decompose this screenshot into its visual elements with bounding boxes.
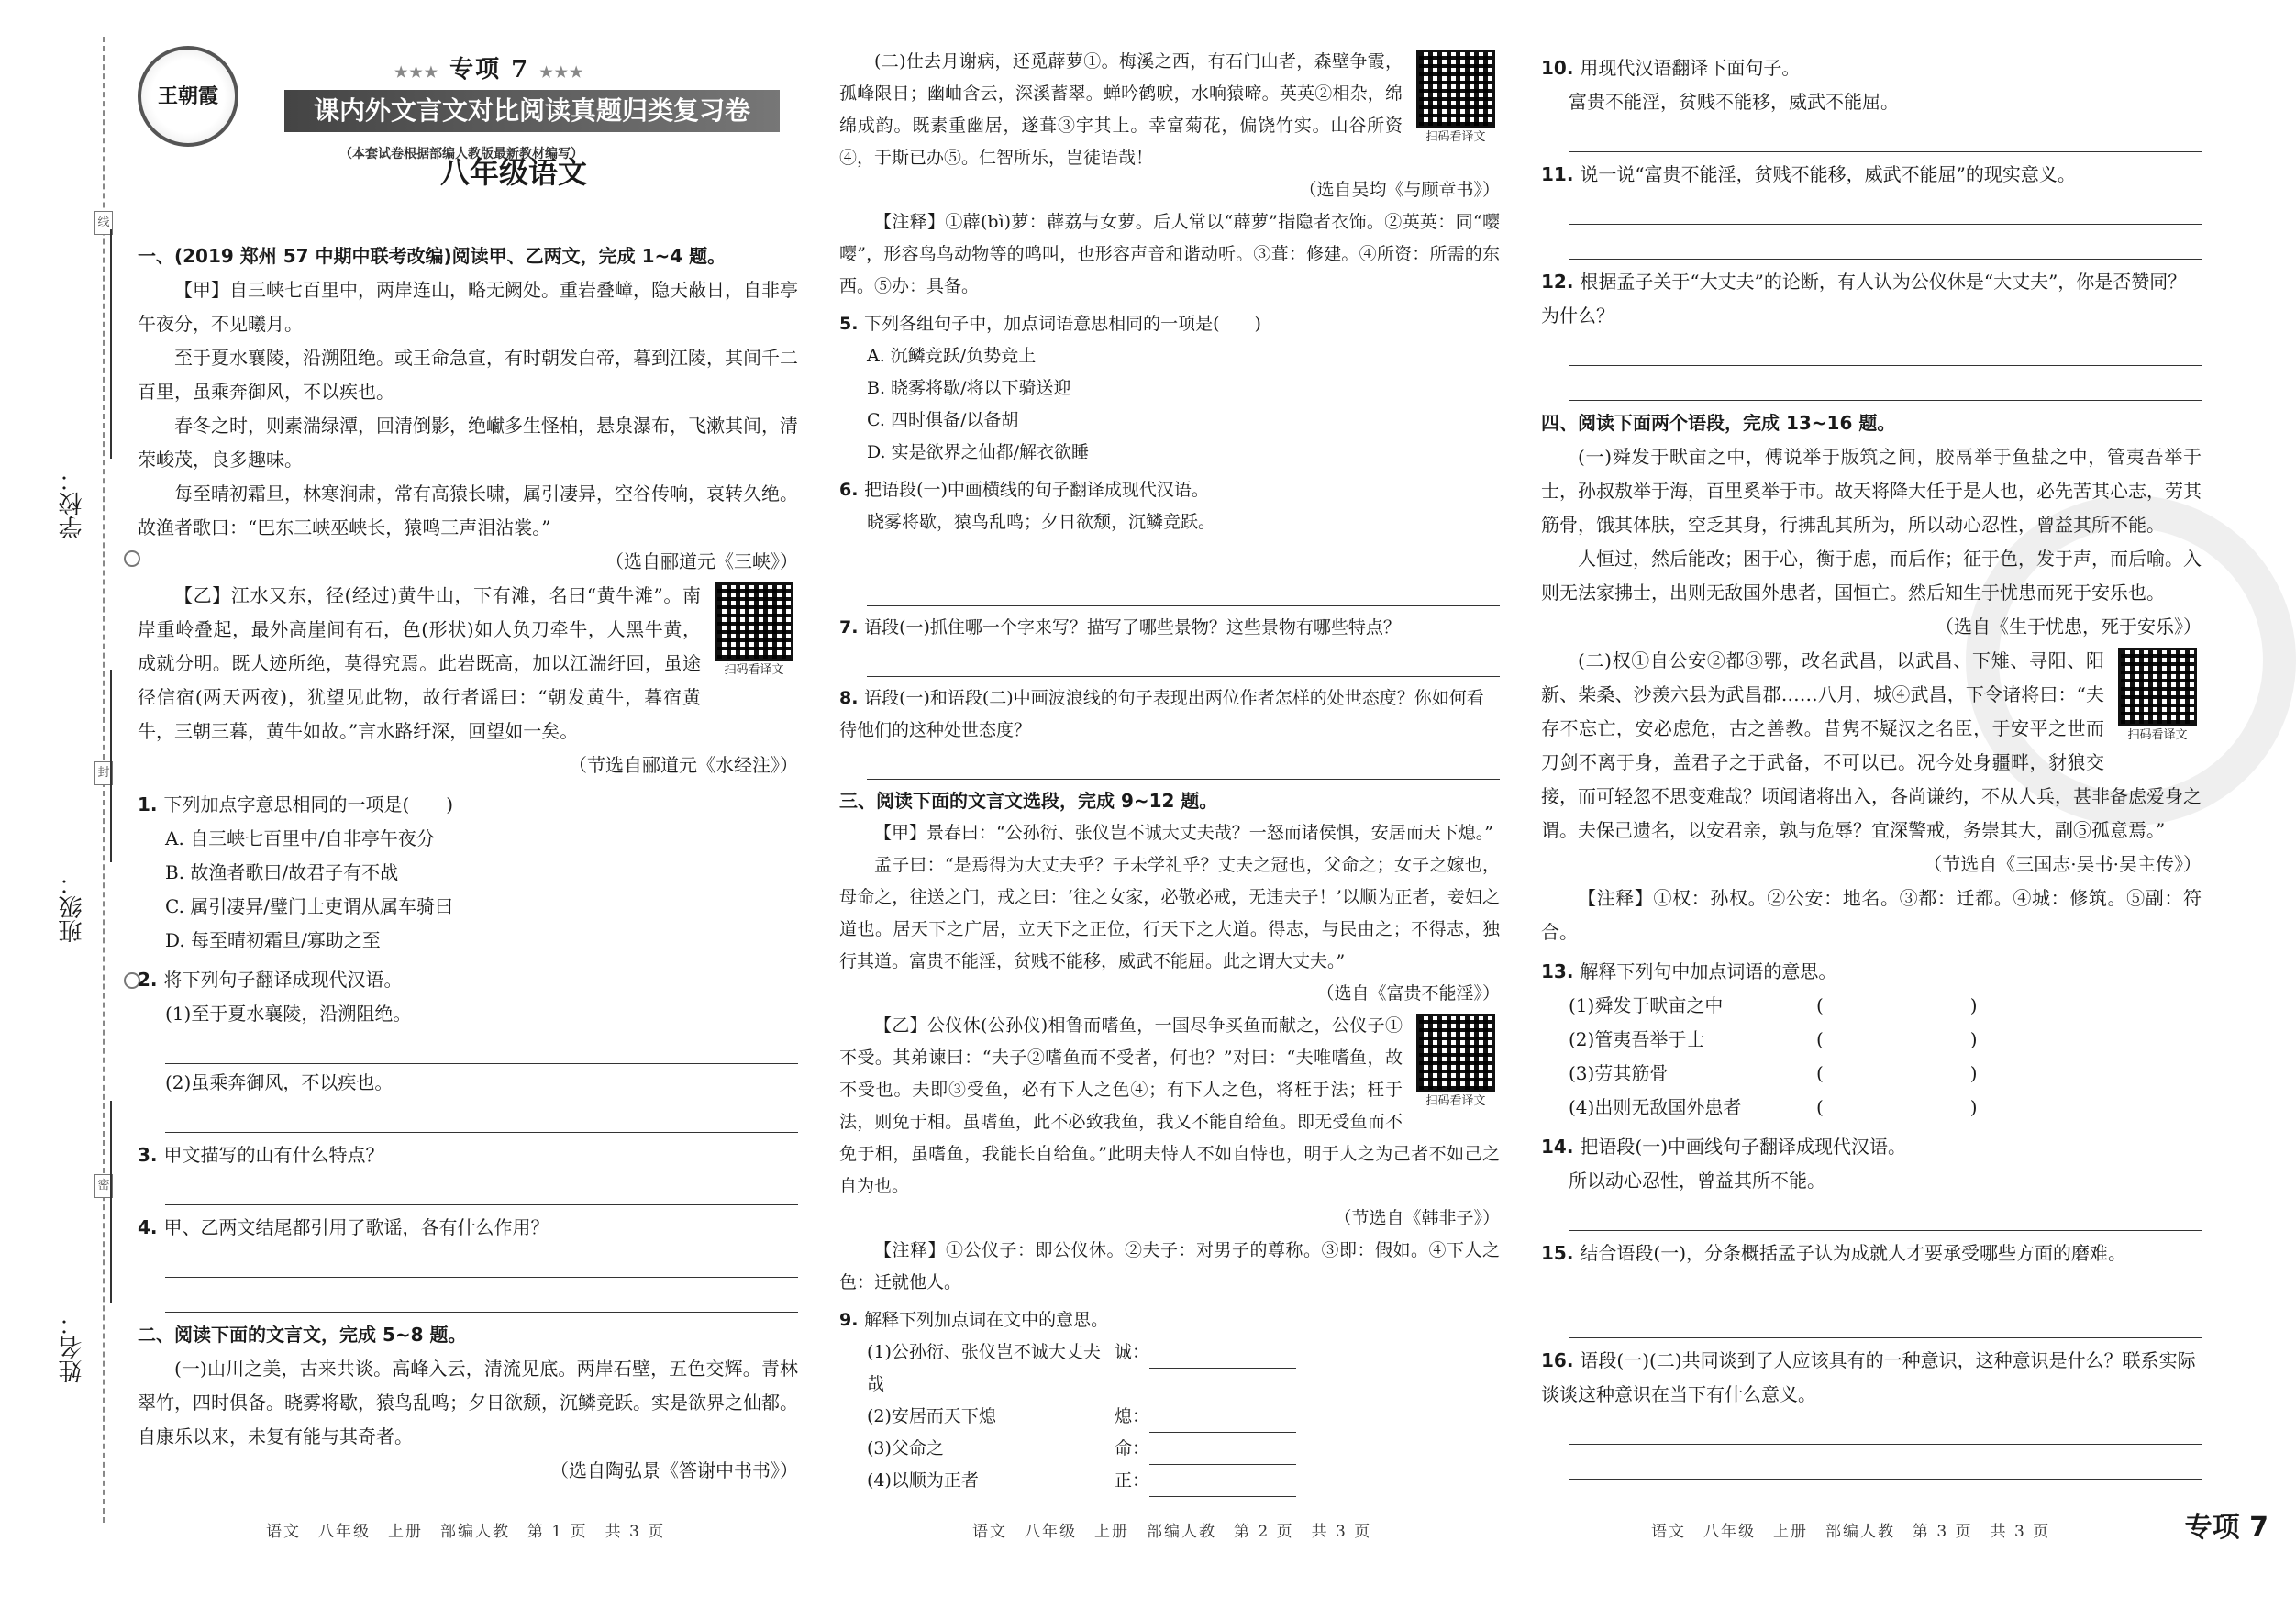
qr-code[interactable] [1412, 50, 1500, 145]
question-9 [839, 1304, 1500, 1336]
answer-paren[interactable]: ( ) [1816, 1062, 1978, 1084]
passage-jia-p3: 春冬之时，则素湍绿潭，回清倒影，绝𪩘多生怪柏，悬泉瀑布，飞漱其间，清荣峻茂，良多趣味。 [138, 415, 798, 471]
q2-sub-1: (1)至于夏水襄陵，沿溯阻绝。 [165, 1003, 412, 1025]
notes-passage-4: 【注释】①权：孙权。②公安：地名。③都：迁都。④城：修筑。⑤副：符合。 [1541, 887, 2202, 943]
passage-3-yi: 【乙】公仪休(公孙仪)相鲁而嗜鱼，一国尽争买鱼而献之，公仪子①不受。其弟谏曰：“夫子②嗜鱼而不受者，何也？”对曰：“夫唯嗜鱼，故不受也。夫即③受鱼，必有下人之色④；有下人之色，将枉于法；枉于法，则免于相。虽嗜鱼，此不必致我鱼，我又不能自给鱼。即无受鱼而不免于相，虽嗜鱼，我能长自给鱼。”此明夫恃人不如自恃也，明于人之为己者不如己之自为也。 [839, 1015, 1500, 1196]
answer-line[interactable] [867, 573, 1500, 606]
passage-4-part-1: (一)舜发于畎亩之中，傅说举于版筑之间，胶鬲举于鱼盐之中，管夷吾举于士，孙叔敖举于海，百里奚举于市。故天将降大任于是人也，必先苦其心志，劳其筋骨，饿其体肤，空乏其身，行拂乱其所为，所以动心忍性，曾益其所不能。 [1541, 446, 2202, 536]
answer-line[interactable] [1569, 1412, 2202, 1445]
q10-sentence: 富贵不能淫，贫贱不能移，威武不能屈。 [1569, 91, 1899, 113]
answer-blank[interactable] [1149, 1441, 1296, 1465]
question-text: 把语段(一)中画线句子翻译成现代汉语。 [1580, 1136, 1907, 1158]
q6-sentence: 晓雾将歇，猿鸟乱鸣；夕日欲颓，沉鳞竞跃。 [867, 512, 1216, 532]
q9-answer [1115, 1336, 1298, 1401]
passage-jia-source: （选自郦道元《三峡》） [605, 550, 798, 572]
school-line[interactable] [110, 229, 112, 459]
q5-option-a[interactable]: A. 沉鳞竞跃/负势竞上 [867, 346, 1037, 366]
answer-line[interactable] [1569, 1198, 2202, 1231]
q13-phrase: (4)出则无敌国外患者 [1569, 1096, 1742, 1118]
q9-row [839, 1433, 1500, 1465]
passage-4-part-2: (二)权①自公安②都③鄂，改名武昌，以武昌、下雉、寻阳、阳新、柴桑、沙羡六县为武昌郡……八月，城④武昌，下令诸将曰：“夫存不忘亡，安必虑危，古之善教。昔隽不疑汉之名臣，于安平之世而刀剑不离于身，盖君子之于武备，不可以已。况今处身疆畔，豺狼交接，而可轻忽不思变难哉？顷闻诸将出入，各尚谦约，不从人兵，甚非备虑爱身之谓。夫保己遗名，以安君亲，孰与危辱？宜深警戒，务崇其大，副⑤孤意焉。” [1541, 649, 2202, 841]
q9-term: 正： [1115, 1470, 1150, 1491]
qr-label: 扫码看译文 [724, 663, 784, 677]
answer-line[interactable] [1569, 1305, 2202, 1338]
footer-page-1: 语文 八年级 上册 部编人教 第 1 页 共 3 页 [266, 1523, 666, 1541]
passage-jia-p2: 至于夏水襄陵，沿溯阻绝。或王命急宣，有时朝发白帝，暮到江陵，其间千二百里，虽乘奔御风，不以疾也。 [138, 347, 798, 403]
binding-mark-feng: 封 [94, 761, 113, 785]
answer-line[interactable] [1569, 333, 2202, 366]
passage-3-yi-source: （节选自《韩非子》） [1334, 1208, 1500, 1228]
q9-answer [1115, 1433, 1298, 1465]
answer-line[interactable] [165, 1245, 798, 1278]
question-3: 3. 甲文描写的山有什么特点？ [138, 1144, 384, 1166]
qr-label: 扫码看译文 [1425, 130, 1486, 144]
question-number: 9. [839, 1310, 865, 1330]
question-8: 8. 语段(一)和语段(二)中画波浪线的句子表现出两位作者怎样的处世态度？你如何看待他们的这种处世态度？ [839, 688, 1484, 740]
passage-3-jia-2: 孟子曰：“是焉得为大丈夫乎？子未学礼乎？丈夫之冠也，父命之；女子之嫁也，母命之，往送之门，戒之曰：‘往之女家，必敬必戒，无违夫子！’以顺为正者，妾妇之道也。居天下之广居，立天下之正位，行天下之大道。得志，与民由之；不得志，独行其道。富贵不能淫，贫贱不能移，威武不能屈。此之谓大丈夫。” [839, 855, 1500, 971]
class-label: 班级： [59, 871, 86, 943]
answer-line[interactable] [1569, 368, 2202, 401]
notes-passage-2: 【注释】①薜(bì)萝：薜荔与女萝。后人常以“薜萝”指隐者衣饰。②英英：同“嘤嘤”，形容鸟鸟动物等的鸣叫，也形容声音和谐动听。③葺：修建。④所资：所需的东西。⑤办：具备。 [839, 212, 1500, 296]
question-number: 13. [1541, 960, 1581, 982]
answer-line[interactable] [165, 1172, 798, 1205]
passage-3-jia: 【甲】景春曰：“公孙衍、张仪岂不诚大丈夫哉？一怒而诸侯惧，安居而天下熄。” [874, 823, 1493, 843]
qr-code[interactable] [1412, 1014, 1500, 1109]
passage-yi: 【乙】江水又东，径(经过)黄牛山，下有滩，名曰“黄牛滩”。南岸重岭叠起，最外高崖间有石，色(形状)如人负刀牵牛，人黑牛黄，成就分明。既人迹所绝，莫得究焉。此岩既高，加以江湍纡回，虽途径信宿(两天两夜)，犹望见此物，故行者谣曰：“朝发黄牛，暮宿黄牛，三朝三暮，黄牛如故。”言水路纡深，回望如一矣。 [138, 584, 701, 742]
brand-logo: 王朝霞 [138, 46, 238, 147]
q9-row [839, 1336, 1500, 1401]
column-page-3 [1541, 46, 2202, 1481]
section-2-heading: 二、阅读下面的文言文，完成 5~8 题。 [138, 1324, 467, 1346]
question-1: 1. 下列加点字意思相同的一项是( ) [138, 793, 454, 815]
answer-paren[interactable]: ( ) [1816, 1028, 1978, 1050]
q9-row [839, 1401, 1500, 1433]
passage-3-jia-source: （选自《富贵不能淫》） [1316, 983, 1500, 1004]
passage-4-part-1b: 人恒过，然后能改；困于心，衡于虑，而后作；征于色，发于声，而后喻。入则无法家拂士，出则无敌国外患者，国恒亡。然后知生于忧患而死于安乐也。 [1541, 548, 2202, 604]
question-6: 6. 把语段(一)中画横线的句子翻译成现代汉语。 [839, 480, 1209, 500]
qr-code-icon [2118, 648, 2197, 726]
q13-phrase: (2)管夷吾举于士 [1569, 1028, 1705, 1050]
notes-passage-3: 【注释】①公仪子：即公仪休。②夫子：对男子的尊称。③即：假如。④下人之色：迁就他人。 [839, 1240, 1500, 1292]
section-4-heading: 四、阅读下面两个语段，完成 13~16 题。 [1541, 412, 1896, 434]
header [138, 46, 798, 234]
answer-line[interactable] [165, 1031, 798, 1064]
question-15 [1541, 1237, 2202, 1270]
qr-code-icon [715, 582, 793, 661]
q9-term: 命： [1115, 1438, 1150, 1458]
q9-phrase: (4)以顺为正者 [867, 1470, 979, 1491]
grade-title: 八年级语文 [440, 155, 588, 190]
q13-row [1541, 1023, 2202, 1057]
passage-yi-source: （节选自郦道元《水经注》） [569, 754, 798, 776]
footer-page-2: 语文 八年级 上册 部编人教 第 2 页 共 3 页 [972, 1523, 1372, 1541]
binding-strip [37, 37, 119, 1523]
passage-jia-p1: 【甲】自三峡七百里中，两岸连山，略无阙处。重岩叠嶂，隐天蔽日，自非亭午夜分，不见曦月。 [138, 279, 798, 335]
answer-line[interactable] [867, 747, 1500, 780]
name-line[interactable] [110, 1101, 112, 1303]
column-page-2 [839, 46, 1500, 1497]
answer-line[interactable] [1569, 1447, 2202, 1480]
answer-line[interactable] [867, 644, 1500, 677]
answer-line[interactable] [1569, 1270, 2202, 1303]
q13-row [1541, 1057, 2202, 1091]
q13-phrase: (3)劳其筋骨 [1569, 1062, 1669, 1084]
answer-line[interactable] [1569, 119, 2202, 152]
q9-answer [1115, 1465, 1298, 1497]
class-line[interactable] [110, 670, 112, 862]
q14-sentence: 所以动心忍性，曾益其所不能。 [1569, 1170, 1825, 1192]
passage-2-part-2-source: （选自吴均《与顾章书》） [1299, 180, 1500, 200]
section-3-heading: 三、阅读下面的文言文选段，完成 9~12 题。 [839, 790, 1218, 812]
question-13 [1541, 955, 2202, 989]
question-text: 解释下列句中加点词语的意思。 [1580, 960, 1837, 982]
name-label: 姓名： [59, 1312, 86, 1383]
qr-code-icon [1416, 1014, 1495, 1092]
answer-blank[interactable] [1149, 1409, 1296, 1433]
question-14 [1541, 1130, 2202, 1164]
question-number: 16. [1541, 1349, 1581, 1371]
q1-option-b[interactable]: B. 故渔者歌曰/故君子有不战 [165, 861, 399, 883]
answer-line[interactable] [165, 1100, 798, 1133]
section-1-heading: 一、(2019 郑州 57 中期中联考改编)阅读甲、乙两文，完成 1~4 题。 [138, 245, 727, 267]
q9-answer [1115, 1401, 1298, 1433]
special-label: 专项 7 [449, 56, 530, 83]
q13-row [1541, 1091, 2202, 1125]
question-text: 解释下列加点词在文中的意思。 [864, 1310, 1109, 1330]
footer-page-3: 语文 八年级 上册 部编人教 第 3 页 共 3 页 [1651, 1523, 2051, 1541]
q1-option-a[interactable]: A. 自三峡七百里中/自非亭午夜分 [165, 827, 435, 849]
passage-jia-p4: 每至晴初霜旦，林寒涧肃，常有高猿长啸，属引凄异，空谷传响，哀转久绝。故渔者歌曰：“巴东三峡巫峡长，猿鸣三声泪沾裳。” [138, 482, 798, 538]
q2-sub-2: (2)虽乘奔御风，不以疾也。 [165, 1071, 394, 1093]
answer-line[interactable] [1569, 192, 2202, 225]
question-2: 2. 将下列句子翻译成现代汉语。 [138, 969, 403, 991]
answer-paren[interactable]: ( ) [1816, 994, 1978, 1016]
qr-label: 扫码看译文 [1425, 1094, 1486, 1108]
q9-phrase: (3)父命之 [867, 1438, 944, 1458]
qr-code[interactable] [2113, 648, 2202, 743]
answer-line[interactable] [1569, 227, 2202, 260]
question-11: 11. 说一说“富贵不能淫，贫贱不能移，威武不能屈”的现实意义。 [1541, 163, 2076, 185]
question-number: 15. [1541, 1242, 1581, 1264]
passage-2-part-2: (二)仕去月谢病，还觅薜萝①。梅溪之西，有石门山者，森壁争霞，孤峰限日；幽岫含云，深溪蓄翠。蝉吟鹤唳，水响猿啼。英英②相杂，绵绵成韵。既素重幽居，遂葺③宇其上。幸富菊花，偏饶竹实。山谷所资④，于斯已办⑤。仁智所乐，岂徒语哉！ [839, 51, 1403, 168]
q1-option-c[interactable]: C. 属引凄异/璧门士吏谓从属车骑曰 [165, 895, 454, 917]
exam-title: 课内外文言文对比阅读真题归类复习卷 [284, 90, 780, 132]
q13-row [1541, 989, 2202, 1023]
qr-code-icon [1416, 50, 1495, 128]
passage-2-part-1: (一)山川之美，古来共谈。高峰入云，清流见底。两岸石壁，五色交辉。青林翠竹，四时俱备。晓雾将歇，猿鸟乱鸣；夕日欲颓，沉鳞竞跃。实是欲界之仙都。自康乐以来，未复有能与其奇者。 [138, 1358, 798, 1447]
corner-special-label: 专项 7 [2184, 1512, 2268, 1544]
passage-4-part-1-source: （选自《生于忧患，死于安乐》） [1936, 616, 2202, 638]
exam-subtitle: （本套试卷根据部编人教版最新教材编写） [339, 147, 583, 161]
special-badge: ★★★ 专项 7 ★★★ [394, 56, 585, 83]
question-16 [1541, 1344, 2202, 1412]
q9-term: 诚： [1115, 1342, 1150, 1362]
question-number: 14. [1541, 1136, 1581, 1158]
binding-mark-mi: 密 [94, 1174, 113, 1198]
question-5: 5. 下列各组句子中，加点词语意思相同的一项是( ) [839, 314, 1261, 334]
question-text: 语段(一)(二)共同谈到了人应该具有的一种意识，这种意识是什么？联系实际谈谈这种意识在当下有什么意义。 [1541, 1349, 2196, 1405]
q5-option-d[interactable]: D. 实是欲界之仙都/解衣欲睡 [867, 442, 1090, 462]
q9-phrase: (1)公孙衍、张仪岂不诚大丈夫哉 [867, 1342, 1101, 1394]
question-10: 10. 用现代汉语翻译下面句子。 [1541, 57, 1801, 79]
question-12: 12. 根据孟子关于“大丈夫”的论断，有人认为公仪休是“大丈夫”，你是否赞同？为什么？ [1541, 271, 2187, 327]
passage-2-part-1-source: （选自陶弘景《答谢中书书》） [550, 1459, 798, 1481]
qr-code[interactable] [710, 582, 798, 678]
q13-phrase: (1)舜发于畎亩之中 [1569, 994, 1724, 1016]
q1-option-d[interactable]: D. 每至晴初霜旦/寡助之至 [165, 929, 381, 951]
q9-term: 熄： [1115, 1406, 1150, 1426]
question-7: 7. 语段(一)抓住哪一个字来写？描写了哪些景物？这些景物有哪些特点？ [839, 617, 1401, 638]
school-label: 学校： [59, 468, 86, 539]
binding-mark-xian: 线 [94, 211, 113, 235]
qr-label: 扫码看译文 [2127, 728, 2188, 742]
column-page-1 [138, 46, 798, 1488]
q5-option-c[interactable]: C. 四时俱备/以备胡 [867, 410, 1019, 430]
question-text: 结合语段(一)，分条概括孟子认为成就人才要承受哪些方面的磨难。 [1580, 1242, 2127, 1264]
q9-row [839, 1465, 1500, 1497]
answer-line[interactable] [165, 1280, 798, 1313]
answer-line[interactable] [867, 538, 1500, 571]
answer-paren[interactable]: ( ) [1816, 1096, 1978, 1118]
passage-4-part-2-source: （节选自《三国志·吴书·吴主传》） [1924, 853, 2202, 875]
q9-phrase: (2)安居而天下熄 [867, 1406, 996, 1426]
question-4: 4. 甲、乙两文结尾都引用了歌谣，各有什么作用？ [138, 1216, 549, 1238]
q5-option-b[interactable]: B. 晓雾将歇/将以下骑送迎 [867, 378, 1071, 398]
answer-blank[interactable] [1149, 1345, 1296, 1369]
answer-blank[interactable] [1149, 1473, 1296, 1497]
